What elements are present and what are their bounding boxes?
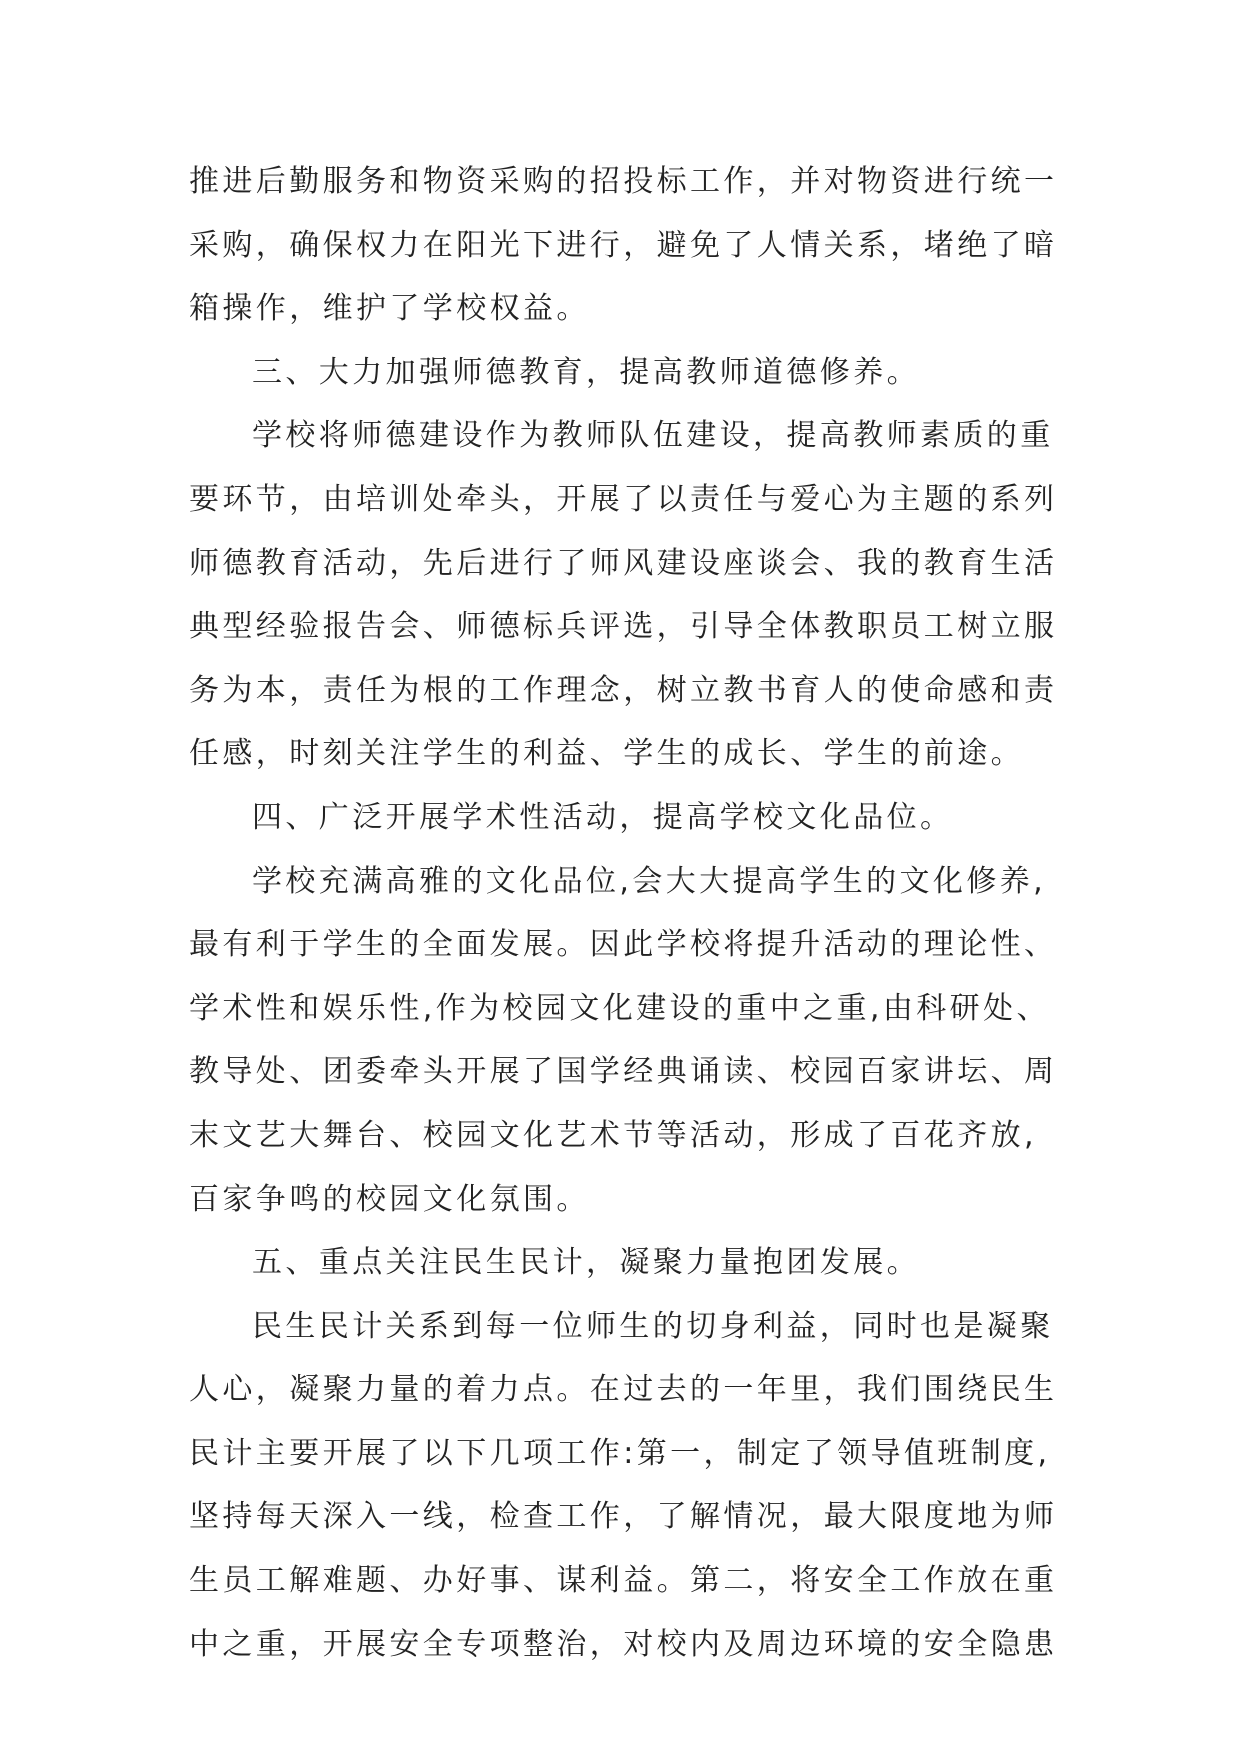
text-line: 坚持每天深入一线，检查工作，了解情况，最大限度地为师 xyxy=(189,1499,1058,1535)
text-line: 推进后勤服务和物资采购的招投标工作，并对物资进行统一 xyxy=(189,164,1058,199)
document-body xyxy=(189,150,1058,1676)
text-line: 学校将师德建设作为教师队伍建设，提高教师素质的重 xyxy=(252,418,1054,454)
text-line: 箱操作，维护了学校权益。 xyxy=(189,291,590,327)
text-line: 要环节，由培训处牵头，开展了以责任与爱心为主题的系列 xyxy=(189,481,1058,517)
text-line: 百家争鸣的校园文化氛围。 xyxy=(189,1181,590,1217)
text-line: 人心，凝聚力量的着力点。在过去的一年里，我们围绕民生 xyxy=(189,1372,1058,1408)
text-line: 采购，确保权力在阳光下进行，避免了人情关系，堵绝了暗 xyxy=(189,227,1058,263)
text-line: 任感，时刻关注学生的利益、学生的成长、学生的前途。 xyxy=(189,736,1024,772)
text-line: 末文艺大舞台、校园文化艺术节等活动，形成了百花齐放, xyxy=(189,1117,1037,1153)
text-line: 教导处、团委牵头开展了国学经典诵读、校园百家讲坛、周 xyxy=(189,1054,1058,1090)
text-line: 学术性和娱乐性,作为校园文化建设的重中之重,由科研处、 xyxy=(189,990,1050,1026)
text-line: 最有利于学生的全面发展。因此学校将提升活动的理论性、 xyxy=(189,927,1058,963)
text-line: 生员工解难题、办好事、谋利益。第二，将安全工作放在重 xyxy=(189,1563,1058,1599)
text-line: 学校充满高雅的文化品位,会大大提高学生的文化修养, xyxy=(252,863,1047,899)
text-line: 务为本，责任为根的工作理念，树立教书育人的使命感和责 xyxy=(189,672,1058,708)
text-line: 师德教育活动，先后进行了师风建设座谈会、我的教育生活 xyxy=(189,545,1058,581)
text-line: 民生民计关系到每一位师生的切身利益，同时也是凝聚 xyxy=(252,1308,1054,1344)
text-line: 民计主要开展了以下几项工作:第一，制定了领导值班制度, xyxy=(189,1435,1051,1471)
text-line: 三、大力加强师德教育，提高教师道德修养。 xyxy=(252,354,920,390)
text-line: 四、广泛开展学术性活动，提高学校文化品位。 xyxy=(252,799,954,835)
text-line: 五、重点关注民生民计，凝聚力量抱团发展。 xyxy=(252,1245,920,1281)
text-line: 典型经验报告会、师德标兵评选，引导全体教职员工树立服 xyxy=(189,609,1058,645)
text-line: 中之重，开展安全专项整治，对校内及周边环境的安全隐患 xyxy=(189,1626,1058,1662)
